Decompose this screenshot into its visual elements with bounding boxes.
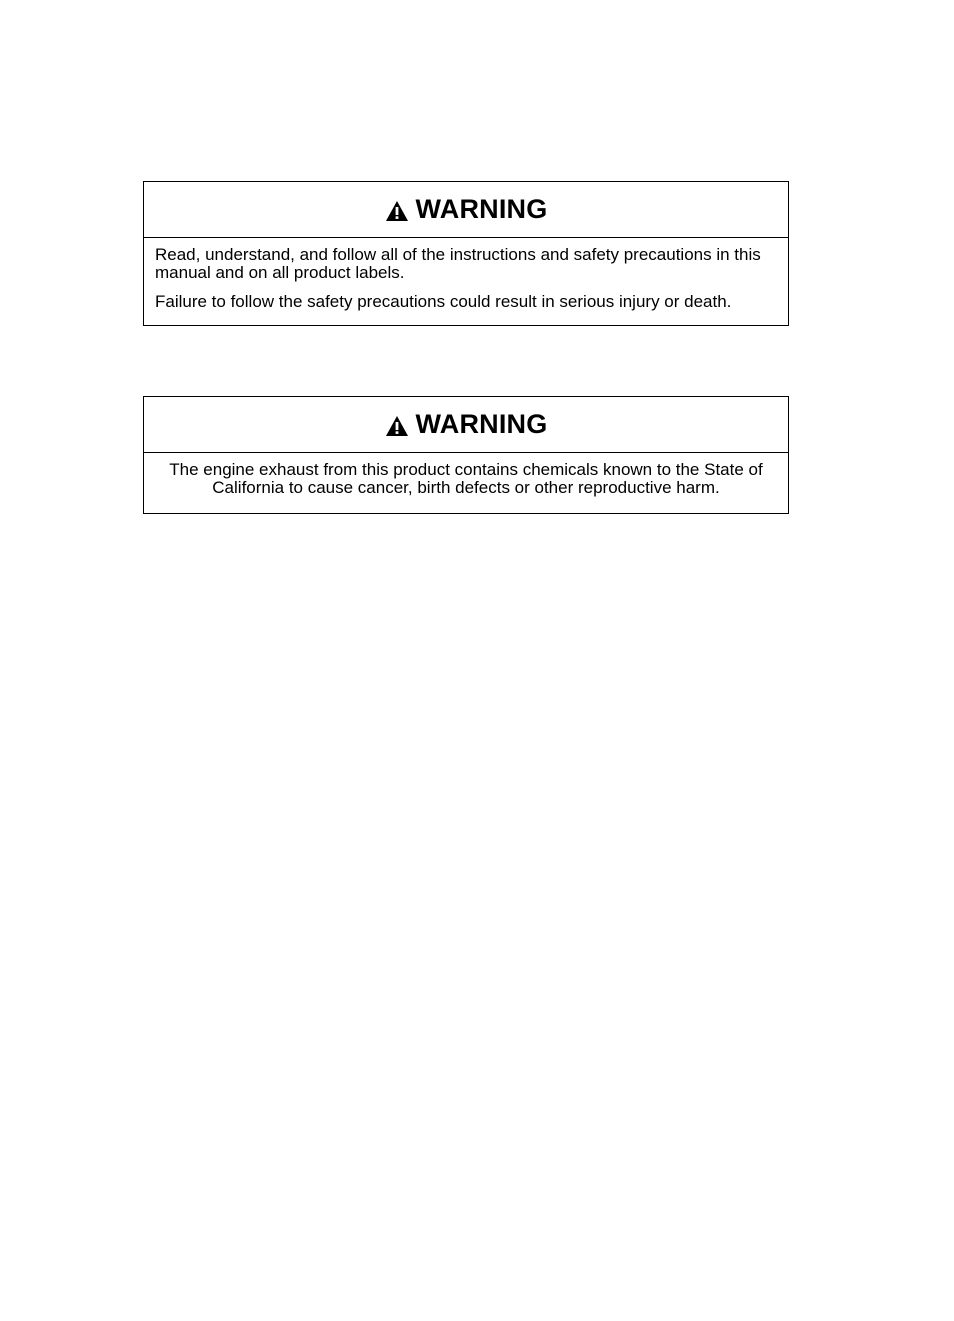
warning-title: WARNING bbox=[415, 409, 548, 439]
warning-header bbox=[144, 397, 788, 453]
warning-triangle-icon bbox=[385, 200, 409, 222]
warning-text: Failure to follow the safety precautions could result in serious injury or death. bbox=[155, 292, 732, 311]
warning-text: Read, understand, and follow all of the instructions and safety precautions in this manual and on all product labels. bbox=[155, 245, 761, 282]
warning-body bbox=[144, 453, 788, 513]
warning-box-safety bbox=[143, 181, 789, 326]
warning-text: The engine exhaust from this product contains chemicals known to the State of California to cause cancer, birth defects or other reproductive harm. bbox=[169, 460, 763, 497]
warning-header bbox=[144, 182, 788, 238]
warning-title: WARNING bbox=[415, 194, 548, 224]
warning-triangle-icon bbox=[385, 415, 409, 437]
warning-body bbox=[144, 238, 788, 325]
warning-box-california bbox=[143, 396, 789, 514]
